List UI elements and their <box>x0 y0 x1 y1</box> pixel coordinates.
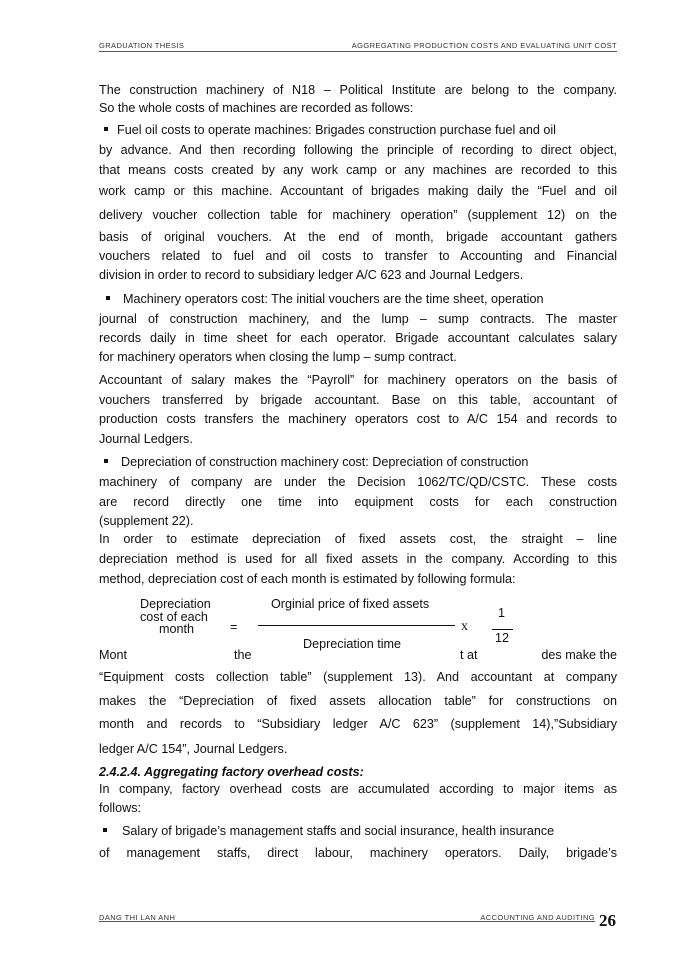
page-header <box>99 41 617 52</box>
line: month and records to “Subsidiary ledger A/C 623” (supplement 14),”Subsidiary <box>99 717 617 731</box>
line: makes the “Depreciation of fixed assets allocation table” for constructions on <box>99 694 617 708</box>
line: Accountant of salary makes the “Payroll” for machinery operators on the basis of <box>99 373 617 387</box>
bullet-icon <box>104 127 108 131</box>
formula-lhs: cost of each <box>140 610 208 624</box>
bullet-item <box>99 822 617 840</box>
line: division in order to record to subsidiary ledger A/C 623 and Journal Ledgers. <box>99 268 524 282</box>
bullet-icon <box>104 459 108 463</box>
footer-right: ACCOUNTING AND AUDITING <box>480 913 595 922</box>
bullet-item <box>99 453 617 471</box>
line: of management staffs, direct labour, machinery operators. Daily, brigade’s <box>99 846 617 860</box>
line: ledger A/C 154”, Journal Ledgers. <box>99 742 288 756</box>
overlap-text: Mont <box>99 648 127 662</box>
line: Fuel oil costs to operate machines: Brigades construction purchase fuel and oil <box>117 123 556 137</box>
page-footer <box>99 913 595 922</box>
line: production costs transfers the machinery operators cost to A/C 154 and records to <box>99 412 617 426</box>
formula-numerator: Orginial price of fixed assets <box>271 597 430 611</box>
line: work camp or this machine. Accountant of brigades making daily the “Fuel and oil <box>99 184 617 198</box>
formula-times: x <box>461 619 468 634</box>
bullet-item <box>99 290 617 308</box>
bullet-item <box>99 121 617 139</box>
formula-frac-num: 1 <box>498 606 506 620</box>
line: Depreciation of construction machinery cost: Depreciation of construction <box>121 455 529 469</box>
line: basis of original vouchers. At the end of month, brigade accountant gathers <box>99 230 617 244</box>
line: (supplement 22). <box>99 514 194 528</box>
line: journal of construction machinery, and the lump – sump contracts. The master <box>99 312 617 326</box>
line: depreciation method is used for all fixed assets in the company. According to this <box>99 552 617 566</box>
line: delivery voucher collection table for machinery operation” (supplement 12) on the <box>99 208 617 222</box>
page-number: 26 <box>599 911 616 930</box>
line: The construction machinery of N18 – Political Institute are belong to the company. <box>99 83 617 97</box>
line: that means costs created by any work camp or any machines are recorded to this <box>99 163 617 177</box>
line: “Equipment costs collection table” (supplement 13). And accountant at company <box>99 670 617 684</box>
line: machinery of company are under the Decision 1062/TC/QD/CSTC. These costs <box>99 475 617 489</box>
line: are record directly one time into equipment costs for each construction <box>99 495 617 509</box>
bullet-icon <box>106 296 110 300</box>
fraction-bar-small <box>492 629 513 630</box>
line: records daily in time sheet for each operator. Brigade accountant calculates salary <box>99 331 617 345</box>
section-heading: 2.4.2.4. Aggregating factory overhead costs: <box>99 765 364 779</box>
line: In company, factory overhead costs are accumulated according to major items as <box>99 782 617 796</box>
line: by advance. And then recording following the principle of recording to direct object, <box>99 143 617 157</box>
line: method, depreciation cost of each month is estimated by following formula: <box>99 572 516 586</box>
line: Machinery operators cost: The initial vouchers are the time sheet, operation <box>123 292 544 306</box>
header-left: GRADUATION THESIS <box>99 41 185 50</box>
line: follows: <box>99 801 141 815</box>
line: Salary of brigade’s management staffs and social insurance, health insurance <box>122 824 555 838</box>
line: Journal Ledgers. <box>99 432 193 446</box>
formula-equals: = <box>230 620 238 634</box>
line: So the whole costs of machines are recorded as follows: <box>99 101 414 115</box>
overlap-text: t at <box>460 648 478 662</box>
line: vouchers transferred by brigade accountant. Base on this table, accountant of <box>99 393 617 407</box>
line: vouchers related to fuel and oil costs to transfer to Accounting and Financial <box>99 249 617 263</box>
formula-lhs: month <box>159 622 195 636</box>
line: In order to estimate depreciation of fixed assets cost, the straight – line <box>99 532 617 546</box>
header-right: AGGREGATING PRODUCTION COSTS AND EVALUATING UNIT COST <box>351 41 617 50</box>
overlap-text: the <box>234 648 252 662</box>
overlap-text: des make the <box>541 648 617 662</box>
line: for machinery operators when closing the lump – sump contract. <box>99 350 457 364</box>
formula-denominator: Depreciation time <box>303 637 401 651</box>
footer-left: DANG THI LAN ANH <box>99 913 176 922</box>
bullet-icon <box>103 828 107 832</box>
fraction-bar <box>258 625 455 626</box>
formula-lhs: Depreciation <box>140 597 211 611</box>
formula-frac-den: 12 <box>495 631 510 645</box>
